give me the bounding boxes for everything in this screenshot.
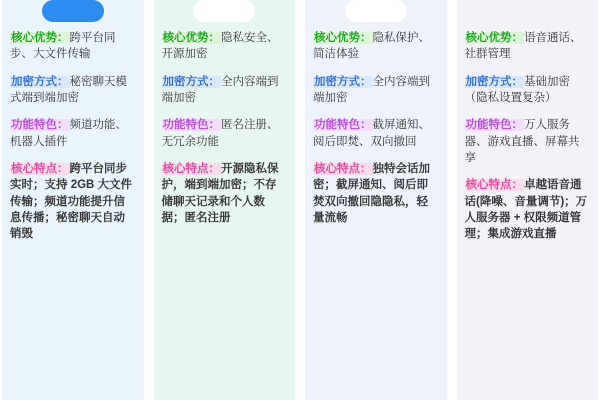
row-text: 隐私安全、开源加密 xyxy=(161,32,279,61)
column-header-chip xyxy=(193,0,255,22)
feature-row-features xyxy=(10,117,136,150)
row-label: 加密方式： xyxy=(162,75,220,88)
row-text: 独特会话加密；截屏通知、阅后即焚双向撤回隐隐私，轻量流畅 xyxy=(313,162,430,224)
feature-row-encryption xyxy=(10,74,136,107)
row-text: 万人服务器、游戏直播、屏幕共享 xyxy=(464,119,580,164)
row-label: 核心特点： xyxy=(314,162,372,175)
feature-row-advantage xyxy=(10,30,136,63)
feature-row-features xyxy=(313,117,439,150)
feature-row-features xyxy=(162,117,288,150)
row-text: 跨平台同步实时；支持 2GB 大文件传输；频道功能提升信息传播；秘密聊天自动销毁 xyxy=(10,162,133,241)
row-label: 核心特点： xyxy=(162,162,220,175)
row-label: 功能特色： xyxy=(314,119,372,132)
row-text: 频道功能、机器人插件 xyxy=(10,119,127,148)
row-label: 功能特色： xyxy=(465,119,523,132)
row-text: 隐私保护、简洁体验 xyxy=(313,32,430,61)
row-text: 卓越语音通话(降噪、音量调节)；万人服务器 + 权限频道管理；集成游戏直播 xyxy=(464,179,588,241)
row-label: 功能特色： xyxy=(11,119,69,132)
feature-row-highlights xyxy=(313,161,439,226)
row-text: 截屏通知、阅后即焚、双向撤回 xyxy=(313,119,430,148)
comparison-column-telegram xyxy=(0,0,146,400)
row-label: 加密方式： xyxy=(11,75,69,88)
feature-row-advantage xyxy=(313,30,439,63)
row-label: 功能特色： xyxy=(162,119,220,132)
feature-row-highlights xyxy=(162,161,288,226)
feature-row-advantage xyxy=(465,30,591,63)
comparison-column-wechat-privacy xyxy=(303,0,449,400)
feature-row-encryption xyxy=(313,74,439,107)
row-text: 秘密聊天模式端到端加密 xyxy=(10,75,127,104)
comparison-column-discord xyxy=(455,0,600,400)
row-label: 核心特点： xyxy=(11,162,69,175)
row-label: 核心优势： xyxy=(162,32,220,44)
row-text: 基础加密（隐私设置复杂） xyxy=(464,75,570,104)
row-text: 匿名注册、无冗余功能 xyxy=(161,119,279,148)
feature-row-advantage xyxy=(162,30,288,63)
row-text: 全内容端到端加密 xyxy=(161,75,279,104)
column-header-chip xyxy=(345,0,407,22)
row-text: 开源隐私保护，端到端加密；不存储聊天记录和个人数据；匿名注册 xyxy=(161,162,279,224)
row-label: 加密方式： xyxy=(465,75,523,88)
comparison-column-signal xyxy=(152,0,298,400)
column-header-chip xyxy=(42,0,104,22)
feature-row-encryption xyxy=(162,74,288,107)
feature-row-features xyxy=(465,117,591,166)
row-label: 加密方式： xyxy=(314,75,372,88)
row-label: 核心优势： xyxy=(465,32,523,44)
row-text: 语音通话、社群管理 xyxy=(464,32,582,61)
row-label: 核心优势： xyxy=(11,32,69,44)
row-label: 核心优势： xyxy=(314,32,372,44)
column-header-chip xyxy=(496,0,558,22)
row-text: 全内容端到端加密 xyxy=(313,75,430,104)
row-text: 跨平台同步、大文件传输 xyxy=(10,32,116,61)
feature-row-encryption xyxy=(465,74,591,107)
feature-row-highlights xyxy=(10,161,136,243)
row-label: 核心特点： xyxy=(465,179,523,192)
feature-row-highlights xyxy=(465,177,591,242)
